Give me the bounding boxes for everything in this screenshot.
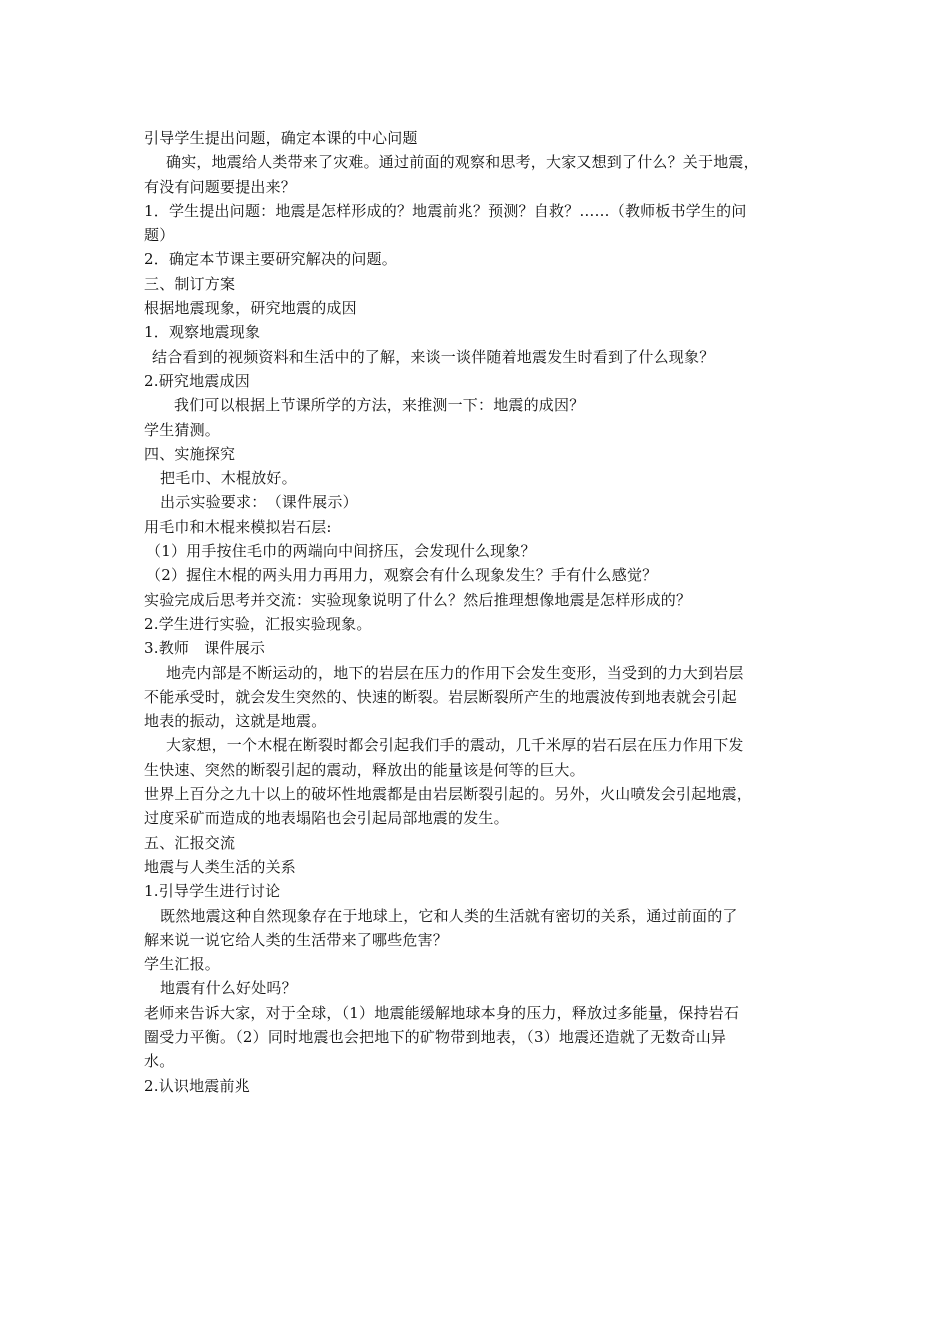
text-line: 结合看到的视频资料和生活中的了解，来谈一谈伴随着地震发生时看到了什么现象？ <box>152 347 715 366</box>
text-line: 实验完成后思考并交流：实验现象说明了什么？然后推理想像地震是怎样形成的？ <box>144 590 692 609</box>
text-line: （1）用手按住毛巾的两端向中间挤压，会发现什么现象？ <box>146 542 536 561</box>
text-line: 用毛巾和木棍来模拟岩石层: <box>144 517 332 536</box>
text-line: 不能承受时，就会发生突然的、快速的断裂。岩层断裂所产生的地震波传到地表就会引起 <box>144 687 737 706</box>
text-line: 学生汇报。 <box>144 955 221 974</box>
text-line: 地震有什么好处吗？ <box>160 979 297 998</box>
text-line: 出示实验要求： （课件展示） <box>160 493 358 512</box>
text-line: 把毛巾、木棍放好。 <box>160 469 297 488</box>
text-line: 确实，地震给人类带来了灾难。通过前面的观察和思考，大家又想到了什么？关于地震， <box>166 153 759 172</box>
text-line: 世界上百分之九十以上的破坏性地震都是由岩层断裂引起的。另外，火山喷发会引起地震， <box>144 785 753 804</box>
text-line: 地震与人类生活的关系 <box>144 857 297 876</box>
text-line: 生快速、突然的断裂引起的震动，释放出的能量该是何等的巨大。 <box>144 760 585 779</box>
text-line: 1．观察地震现象 <box>144 323 261 342</box>
text-line: 引导学生提出问题，确定本课的中心问题 <box>144 129 418 147</box>
text-line: 老师来告诉大家，对于全球，（1）地震能缓解地球本身的压力，释放过多能量，保持岩石 <box>144 1003 740 1022</box>
text-line: 2.研究地震成因 <box>144 371 250 390</box>
text-line: 既然地震这种自然现象存在于地球上，它和人类的生活就有密切的关系，通过前面的了 <box>160 906 738 925</box>
text-line: 过度采矿而造成的地表塌陷也会引起局部地震的发生。 <box>144 809 509 828</box>
text-line: 我们可以根据上节课所学的方法，来推测一下：地震的成因？ <box>174 396 585 415</box>
text-line: 2.认识地震前兆 <box>144 1076 250 1095</box>
text-line: 水。 <box>144 1052 175 1071</box>
text-line: 有没有问题要提出来？ <box>144 177 297 196</box>
text-line: 学生猜测。 <box>144 420 221 439</box>
text-line: 圈受力平衡。（2）同时地震也会把地下的矿物带到地表，（3）地震还造就了无数奇山异 <box>144 1027 727 1046</box>
text-line: 解来说一说它给人类的生活带来了哪些危害？ <box>144 930 449 949</box>
text-line: 1．学生提出问题：地震是怎样形成的？地震前兆？预测？自救？……（教师板书学生的问 <box>144 201 747 220</box>
text-line: 题） <box>144 226 175 245</box>
text-line: 三、制订方案 <box>144 274 236 293</box>
text-line: 1.引导学生进行讨论 <box>144 882 281 901</box>
text-line: 2.学生进行实验，汇报实验现象。 <box>144 614 372 633</box>
document-body <box>144 126 822 1098</box>
text-line: 大家想，一个木棍在断裂时都会引起我们手的震动，几千米厚的岩石层在压力作用下发 <box>166 736 744 755</box>
text-line: 五、汇报交流 <box>144 833 236 852</box>
text-line: 2．确定本节课主要研究解决的问题。 <box>144 250 397 269</box>
text-line: 根据地震现象，研究地震的成因 <box>144 299 357 318</box>
text-line: 地壳内部是不断运动的，地下的岩层在压力的作用下会发生变形，当受到的力大到岩层 <box>166 663 744 682</box>
text-line: 3.教师 课件展示 <box>144 639 266 658</box>
text-line: 地表的振动，这就是地震。 <box>144 712 327 731</box>
text-line: （2）握住木棍的两头用力再用力，观察会有什么现象发生？手有什么感觉？ <box>146 566 658 585</box>
text-line: 四、实施探究 <box>144 444 236 463</box>
